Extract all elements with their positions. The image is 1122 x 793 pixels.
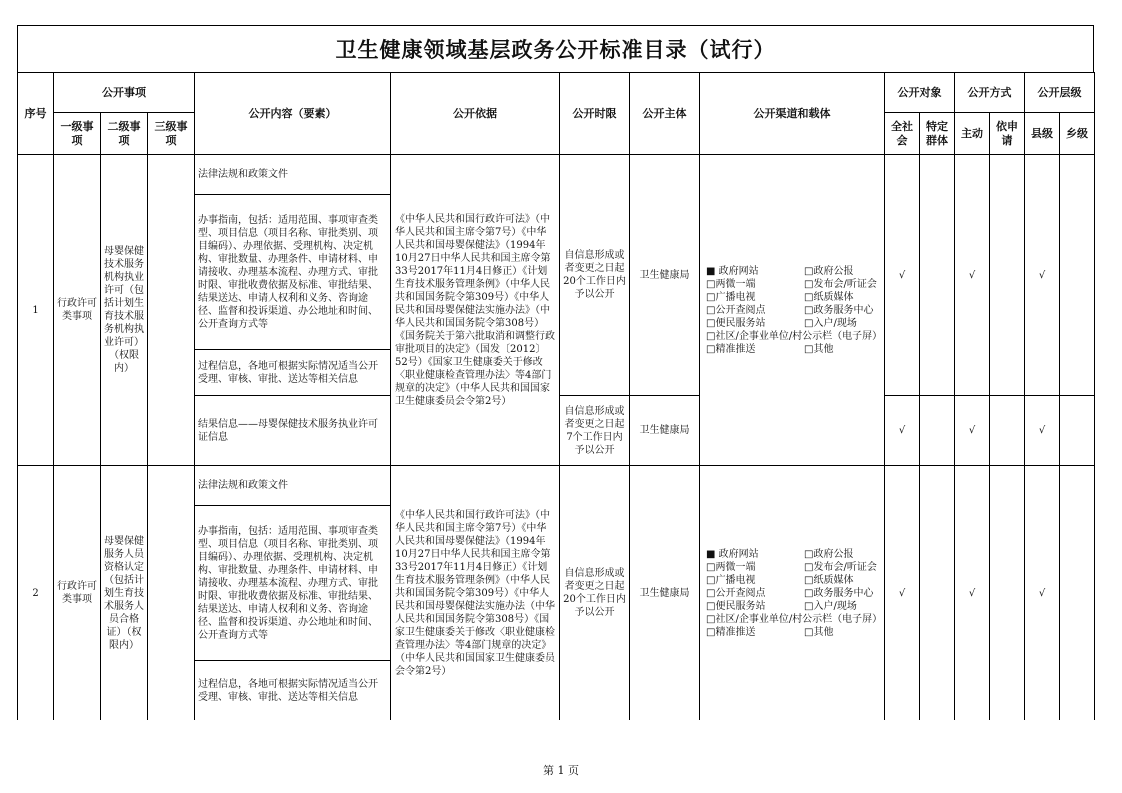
- channel-item: □政府公报: [804, 548, 854, 560]
- channel-item: □便民服务站: [706, 600, 766, 612]
- content-item: 过程信息，各地可根据实际情况适当公开受理、审核、审批、送达等相关信息: [195, 661, 391, 721]
- header-target: 公开对象: [885, 73, 955, 113]
- channels-cell: [700, 155, 885, 466]
- channel-item: □入户/现场: [804, 600, 857, 612]
- check-level-town: [1060, 155, 1095, 396]
- channel-item: □广播电视: [706, 291, 756, 303]
- channel-item: □公开查阅点: [706, 304, 766, 316]
- check-level-town: [1060, 396, 1095, 466]
- header-row-1: [18, 73, 1095, 113]
- content-item: 结果信息——母婴保健技术服务执业许可证信息: [195, 396, 391, 466]
- header-level-county: 县级: [1025, 113, 1060, 155]
- check-method-active: √: [955, 466, 990, 721]
- header-time: 公开时限: [560, 73, 630, 155]
- channel-item: □发布会/听证会: [804, 561, 877, 573]
- channels-list: [706, 548, 881, 639]
- channel-item: □发布会/听证会: [804, 278, 877, 290]
- channel-item: □社区/企事业单位/村公示栏（电子屏）: [706, 330, 883, 342]
- header-target-specific: 特定群体: [920, 113, 955, 155]
- channel-item: □政务服务中心: [804, 587, 874, 599]
- header-level: 公开层级: [1025, 73, 1095, 113]
- check-target-all: √: [885, 396, 920, 466]
- check-target-all: √: [885, 466, 920, 721]
- header-level2: 二级事项: [101, 113, 148, 155]
- header-method-apply: 依申请: [990, 113, 1025, 155]
- header-method-active: 主动: [955, 113, 990, 155]
- check-method-apply: [990, 396, 1025, 466]
- channel-item: □其他: [804, 343, 834, 355]
- row-subject: 卫生健康局: [630, 466, 700, 721]
- check-method-active: √: [955, 396, 990, 466]
- row-level2: 母婴保健技术服务机构执业许可（包括计划生育技术服务机构执业许可）（权限内）: [101, 155, 148, 466]
- channel-item: □两微一端: [706, 561, 756, 573]
- header-seq: 序号: [18, 73, 54, 155]
- channel-item: □政务服务中心: [804, 304, 874, 316]
- channel-item: □公开查阅点: [706, 587, 766, 599]
- header-channels: 公开渠道和载体: [700, 73, 885, 155]
- check-level-town: [1060, 466, 1095, 721]
- channel-item: ■ 政府网站: [706, 548, 759, 560]
- channel-item: □入户/现场: [804, 317, 857, 329]
- channel-item: □精准推送: [706, 626, 756, 638]
- row-level1: 行政许可类事项: [54, 466, 101, 721]
- row-time: 自信息形成或者变更之日起20个工作日内予以公开: [560, 466, 630, 721]
- channel-item: □广播电视: [706, 574, 756, 586]
- check-target-specific: [920, 466, 955, 721]
- channel-item: □政府公报: [804, 265, 854, 277]
- row-level2: 母婴保健服务人员资格认定（包括计划生育技术服务人员合格证）（权限内）: [101, 466, 148, 721]
- table-row: [18, 155, 1095, 195]
- header-matters: 公开事项: [54, 73, 195, 113]
- channels-list: [706, 265, 881, 356]
- check-method-apply: [990, 155, 1025, 396]
- header-content: 公开内容（要素）: [195, 73, 391, 155]
- channel-item: □纸质媒体: [804, 291, 854, 303]
- header-level3: 三级事项: [148, 113, 195, 155]
- check-level-county: √: [1025, 396, 1060, 466]
- channel-item: □精准推送: [706, 343, 756, 355]
- channel-item: □两微一端: [706, 278, 756, 290]
- header-basis: 公开依据: [391, 73, 560, 155]
- row-basis: 《中华人民共和国行政许可法》（中华人民共和国主席令第7号）《中华人民共和国母婴保健法》（1994年10月27日中华人民共和国主席令第33号2017年11月4日修正）《计划生育技术服务管理条例》（中华人民共和国国务院令第309号）《中华人民共和国母婴保健法实施办法（中华人民共和国国务院令第308号）《国家卫生健康委关于修改〈职业健康检查管理办法〉等4部门规章的决定》（中华人民共和国国家卫生健康委员会令第2号）: [391, 466, 560, 721]
- channel-item: □其他: [804, 626, 834, 638]
- catalog-table: [17, 72, 1095, 720]
- check-method-apply: [990, 466, 1025, 721]
- row-subject: 卫生健康局: [630, 155, 700, 396]
- channel-item: □社区/企事业单位/村公示栏（电子屏）: [706, 613, 883, 625]
- row-level3: [148, 155, 195, 466]
- channels-cell: [700, 466, 885, 721]
- header-target-all: 全社会: [885, 113, 920, 155]
- channel-item: □纸质媒体: [804, 574, 854, 586]
- row-level1: 行政许可类事项: [54, 155, 101, 466]
- row-subject: 卫生健康局: [630, 396, 700, 466]
- content-item: 过程信息，各地可根据实际情况适当公开受理、审核、审批、送达等相关信息: [195, 350, 391, 396]
- check-method-active: √: [955, 155, 990, 396]
- catalog-sheet: [17, 25, 1095, 720]
- content-item: 办事指南，包括：适用范围、事项审查类型、项目信息（项目名称、审批类别、项目编码）、办理依据、受理机构、决定机构、审批数量、办理条件、申请材料、申请接收、办理基本流程、办理方式、审批时限、审批收费依据及标准、审批结果、结果送达、申请人权利和义务、咨询途径、监督和投诉渠道、办公地址和时间、公开查询方式等: [195, 195, 391, 350]
- content-item: 法律法规和政策文件: [195, 466, 391, 506]
- content-item: 法律法规和政策文件: [195, 155, 391, 195]
- row-time: 自信息形成或者变更之日起7个工作日内予以公开: [560, 396, 630, 466]
- check-level-county: √: [1025, 155, 1060, 396]
- check-target-specific: [920, 155, 955, 396]
- table-row: [18, 466, 1095, 506]
- page-title: 卫生健康领域基层政务公开标准目录（试行）: [17, 25, 1094, 73]
- header-method: 公开方式: [955, 73, 1025, 113]
- check-target-all: √: [885, 155, 920, 396]
- page-number: 第 1 页: [543, 764, 579, 777]
- row-time: 自信息形成或者变更之日起20个工作日内予以公开: [560, 155, 630, 396]
- content-item: 办事指南，包括：适用范围、事项审查类型、项目信息（项目名称、审批类别、项目编码）、办理依据、受理机构、决定机构、审批数量、办理条件、申请材料、申请接收、办理基本流程、办理方式、审批时限、审批收费依据及标准、审批结果、结果送达、申请人权利和义务、咨询途径、监督和投诉渠道、办公地址和时间、公开查询方式等: [195, 506, 391, 661]
- header-level1: 一级事项: [54, 113, 101, 155]
- row-seq: 1: [18, 155, 54, 466]
- row-level3: [148, 466, 195, 721]
- channel-item: □便民服务站: [706, 317, 766, 329]
- header-level-town: 乡级: [1060, 113, 1095, 155]
- header-subject: 公开主体: [630, 73, 700, 155]
- channel-item: ■ 政府网站: [706, 265, 759, 277]
- check-level-county: √: [1025, 466, 1060, 721]
- row-basis: 《中华人民共和国行政许可法》（中华人民共和国主席令第7号）《中华人民共和国母婴保健法》（1994年10月27日中华人民共和国主席令第33号2017年11月4日修正）《计划生育技术服务管理条例》（中华人民共和国国务院令第309号）《中华人民共和国母婴保健法实施办法》（中华人民共和国国务院令第308号）《国务院关于第六批取消和调整行政审批项目的决定》（国发〔2012〕52号）《国家卫生健康委关于修改〈职业健康检查管理办法〉等4部门规章的决定》（中华人民共和国国家卫生健康委员会令第2号）: [391, 155, 560, 466]
- row-seq: 2: [18, 466, 54, 721]
- check-target-specific: [920, 396, 955, 466]
